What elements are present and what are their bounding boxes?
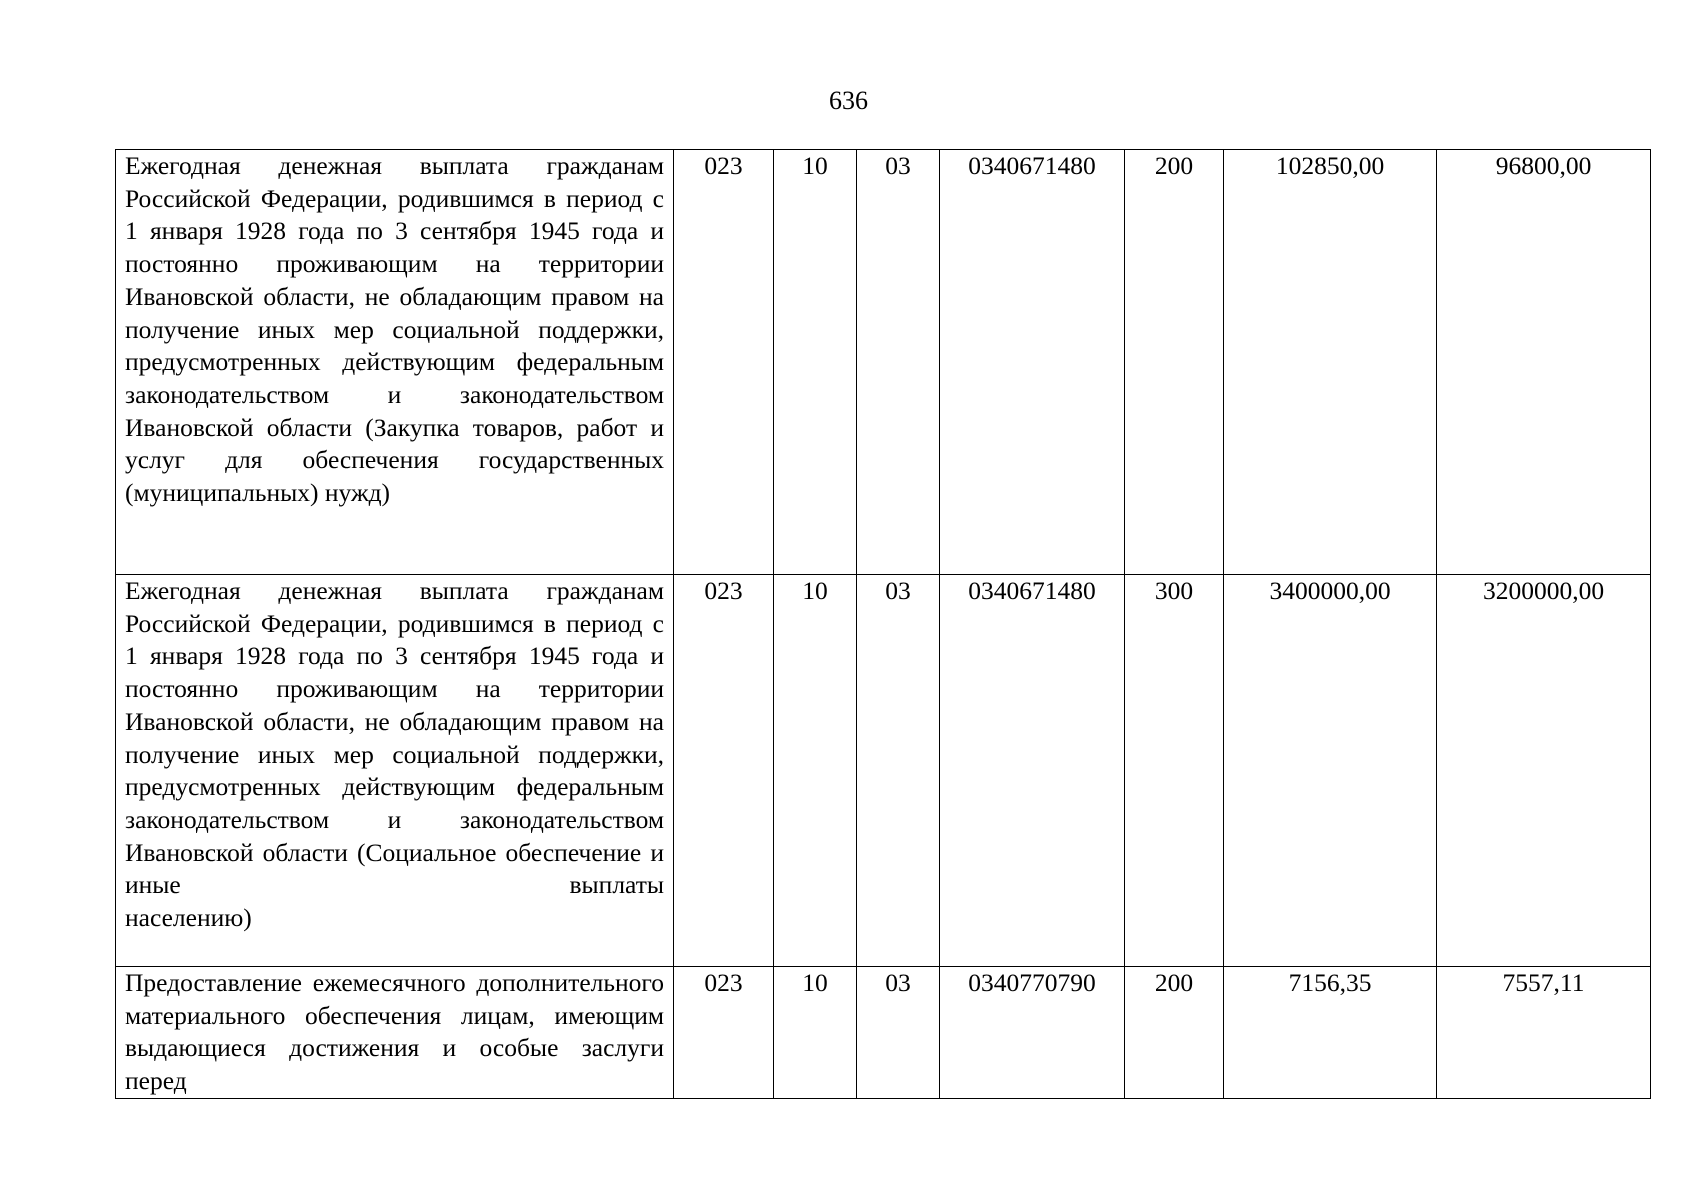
amount-year2-cell: 7557,11 xyxy=(1437,967,1651,1099)
row-description-last-line: (муниципальных) нужд) xyxy=(125,478,391,508)
grbs-code-cell: 023 xyxy=(674,967,774,1099)
row-description-text: Предоставление ежемесячного дополнительного материального обеспечения лицам, имеющим выдающиеся достижения и особые заслуги перед xyxy=(125,968,664,1096)
row-description-text: Ежегодная денежная выплата гражданам Российской Федерации, родившимся в период с 1 января 1928 года по 3 сентября 1945 года и постоянно проживающим на территории Ивановской области, не обладающим правом на получение иных мер социальной поддержки, предусмотренных действующим федеральным законодательством и законодательством Ивановской области (Закупка товаров, работ и услуг для обеспечения государственных xyxy=(125,151,664,475)
amount-year1-cell: 102850,00 xyxy=(1224,150,1437,575)
target-article-code-cell: 0340671480 xyxy=(940,150,1125,575)
section-code-cell: 10 xyxy=(774,575,857,967)
expense-type-code-cell: 300 xyxy=(1125,575,1224,967)
expense-type-code-cell: 200 xyxy=(1125,967,1224,1099)
section-code-cell: 10 xyxy=(774,967,857,1099)
row-description-cell xyxy=(116,967,674,1099)
amount-year1-cell: 7156,35 xyxy=(1224,967,1437,1099)
amount-year2-cell: 3200000,00 xyxy=(1437,575,1651,967)
page-number: 636 xyxy=(829,86,868,115)
subsection-code-cell: 03 xyxy=(857,575,940,967)
table-row xyxy=(116,575,1651,967)
row-description-cell xyxy=(116,150,674,575)
subsection-code-cell: 03 xyxy=(857,967,940,1099)
table-row xyxy=(116,967,1651,1099)
table-row xyxy=(116,150,1651,575)
grbs-code-cell: 023 xyxy=(674,575,774,967)
grbs-code-cell: 023 xyxy=(674,150,774,575)
row-description-text: Ежегодная денежная выплата гражданам Российской Федерации, родившимся в период с 1 января 1928 года по 3 сентября 1945 года и постоянно проживающим на территории Ивановской области, не обладающим правом на получение иных мер социальной поддержки, предусмотренных действующим федеральным законодательством и законодательством Ивановской области (Социальное обеспечение и иные выплаты xyxy=(125,576,664,900)
amount-year2-cell: 96800,00 xyxy=(1437,150,1651,575)
row-description-last-line: населению) xyxy=(125,903,252,933)
budget-table xyxy=(115,149,1651,1099)
amount-year1-cell: 3400000,00 xyxy=(1224,575,1437,967)
row-description-cell xyxy=(116,575,674,967)
target-article-code-cell: 0340770790 xyxy=(940,967,1125,1099)
expense-type-code-cell: 200 xyxy=(1125,150,1224,575)
target-article-code-cell: 0340671480 xyxy=(940,575,1125,967)
section-code-cell: 10 xyxy=(774,150,857,575)
subsection-code-cell: 03 xyxy=(857,150,940,575)
